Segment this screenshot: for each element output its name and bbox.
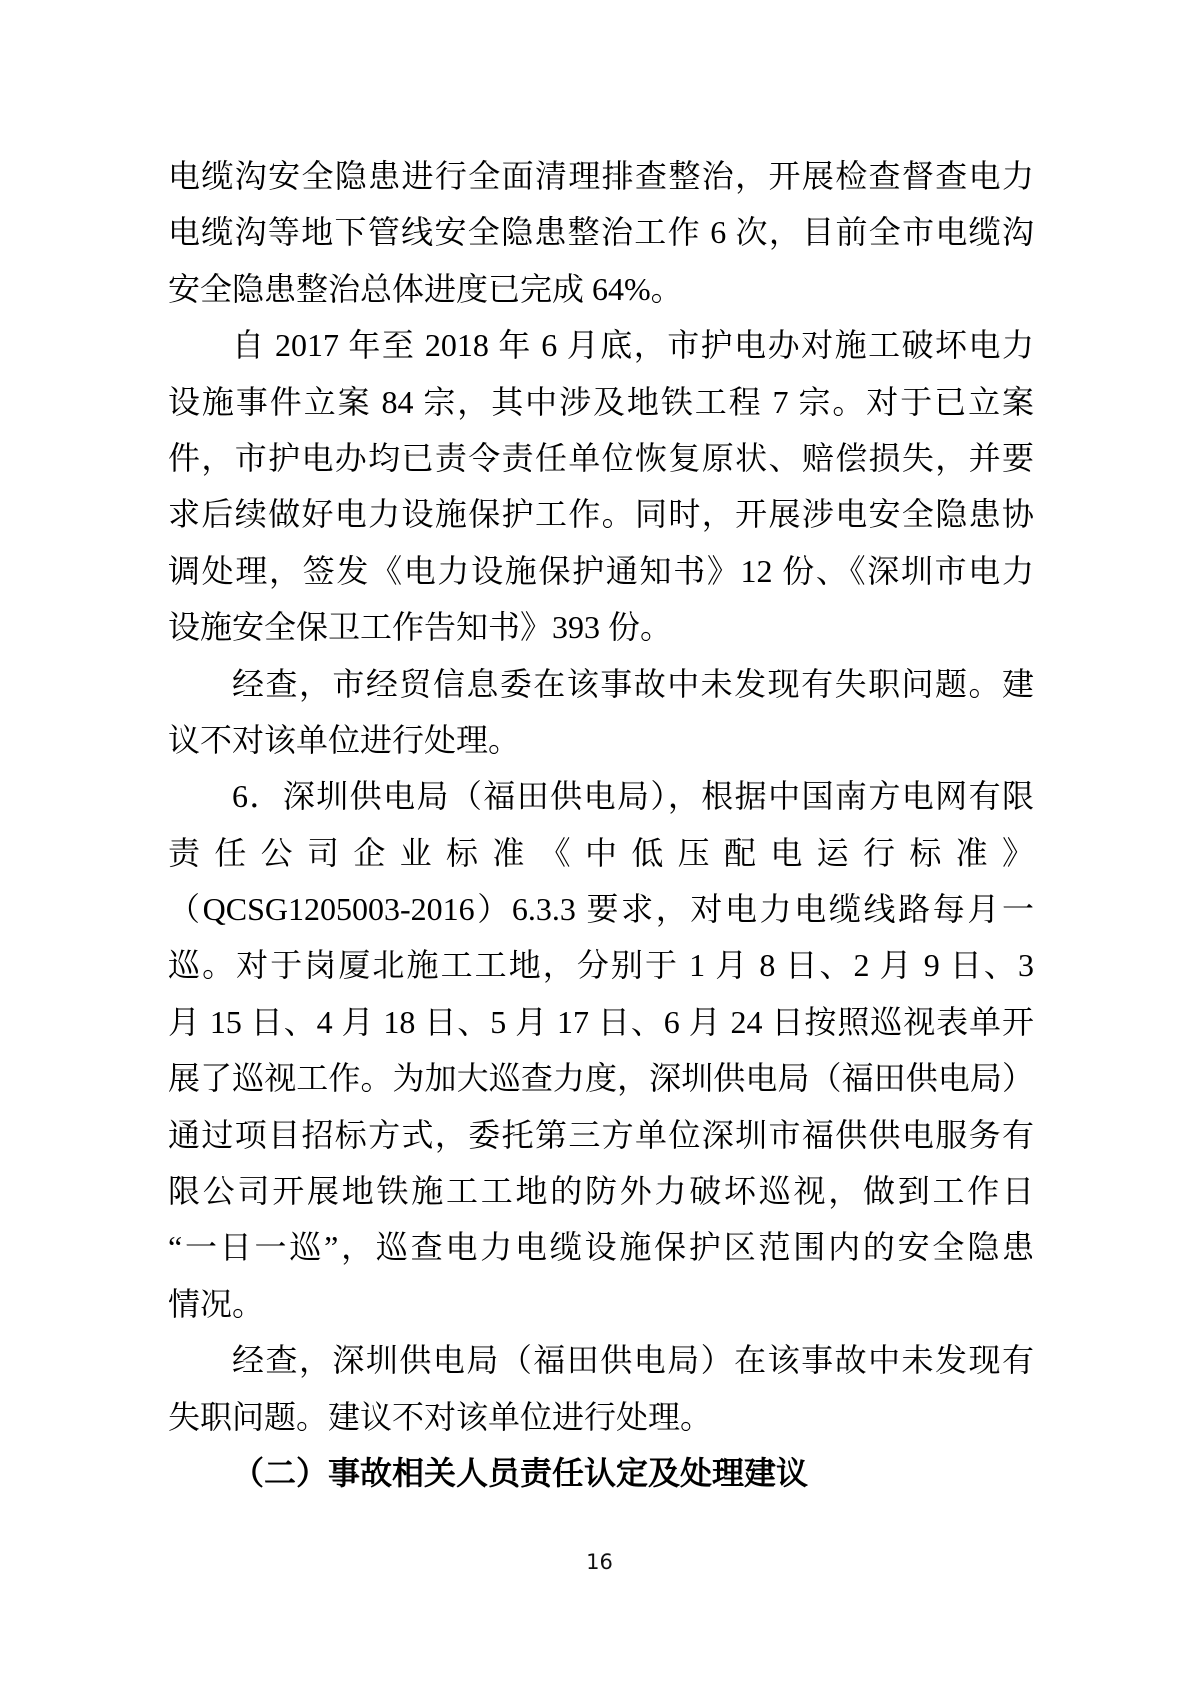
paragraph-case-filings — [168, 317, 1034, 655]
text-line: 安全隐患整治总体进度已完成 64%。 — [168, 270, 683, 307]
text-line: 调处理，签发《电力设施保护通知书》12 份、《深圳市电力 — [168, 552, 1034, 589]
text-line: 月 15 日、4 月 18 日、5 月 17 日、6 月 24 日按照巡视表单开 — [168, 1003, 1034, 1040]
paragraph-conclusion-power-supply-bureau — [168, 1332, 1034, 1445]
section-heading-text: （二）事故相关人员责任认定及处理建议 — [232, 1454, 809, 1491]
text-line: 求后续做好电力设施保护工作。同时，开展涉电安全隐患协 — [168, 496, 1034, 533]
text-line: 通过项目招标方式，委托第三方单位深圳市福供供电服务有 — [168, 1116, 1034, 1153]
text-line: 经查，市经贸信息委在该事故中未发现有失职问题。建 — [232, 665, 1034, 702]
paragraph-conclusion-economy-commission — [168, 656, 1034, 769]
text-line: “一日一巡”，巡查电力电缆设施保护区范围内的安全隐患 — [168, 1229, 1034, 1266]
text-line: 电缆沟安全隐患进行全面清理排查整治，开展检查督查电力 — [168, 158, 1034, 194]
text-line: 限公司开展地铁施工工地的防外力破坏巡视，做到工作日 — [168, 1173, 1034, 1210]
text-line: 自 2017 年至 2018 年 6 月底，市护电办对施工破坏电力 — [232, 327, 1034, 364]
text-line: 电缆沟等地下管线安全隐患整治工作 6 次，目前全市电缆沟 — [168, 214, 1034, 251]
text-line: （QCSG1205003-2016）6.3.3 要求，对电力电缆线路每月一 — [168, 891, 1034, 928]
text-line: 展了巡视工作。为加大巡查力度，深圳供电局（福田供电局） — [168, 1060, 1034, 1097]
text-line: 责任公司企业标准《中低压配电运行标准》 — [168, 834, 1034, 871]
text-line: 情况。 — [168, 1285, 265, 1322]
text-line: 巡。对于岗厦北施工工地，分别于 1 月 8 日、2 月 9 日、3 — [168, 947, 1034, 984]
text-line: 设施事件立案 84 宗，其中涉及地铁工程 7 宗。对于已立案 — [168, 383, 1034, 420]
text-line: 设施安全保卫工作告知书》393 份。 — [168, 609, 673, 646]
text-line: 议不对该单位进行处理。 — [168, 721, 521, 758]
text-line: 6．深圳供电局（福田供电局），根据中国南方电网有限 — [232, 778, 1034, 815]
paragraph-power-supply-bureau — [168, 768, 1034, 1332]
text-line: 失职问题。建议不对该单位进行处理。 — [168, 1398, 713, 1435]
text-line: 件，市护电办均已责令责任单位恢复原状、赔偿损失，并要 — [168, 439, 1034, 476]
text-line: 经查，深圳供电局（福田供电局）在该事故中未发现有 — [232, 1342, 1034, 1379]
paragraph-cable-trench-progress — [168, 148, 1034, 317]
section-heading-responsibility — [168, 1445, 1034, 1501]
document-body — [168, 148, 1034, 1501]
page-number: 16 — [586, 1550, 613, 1574]
